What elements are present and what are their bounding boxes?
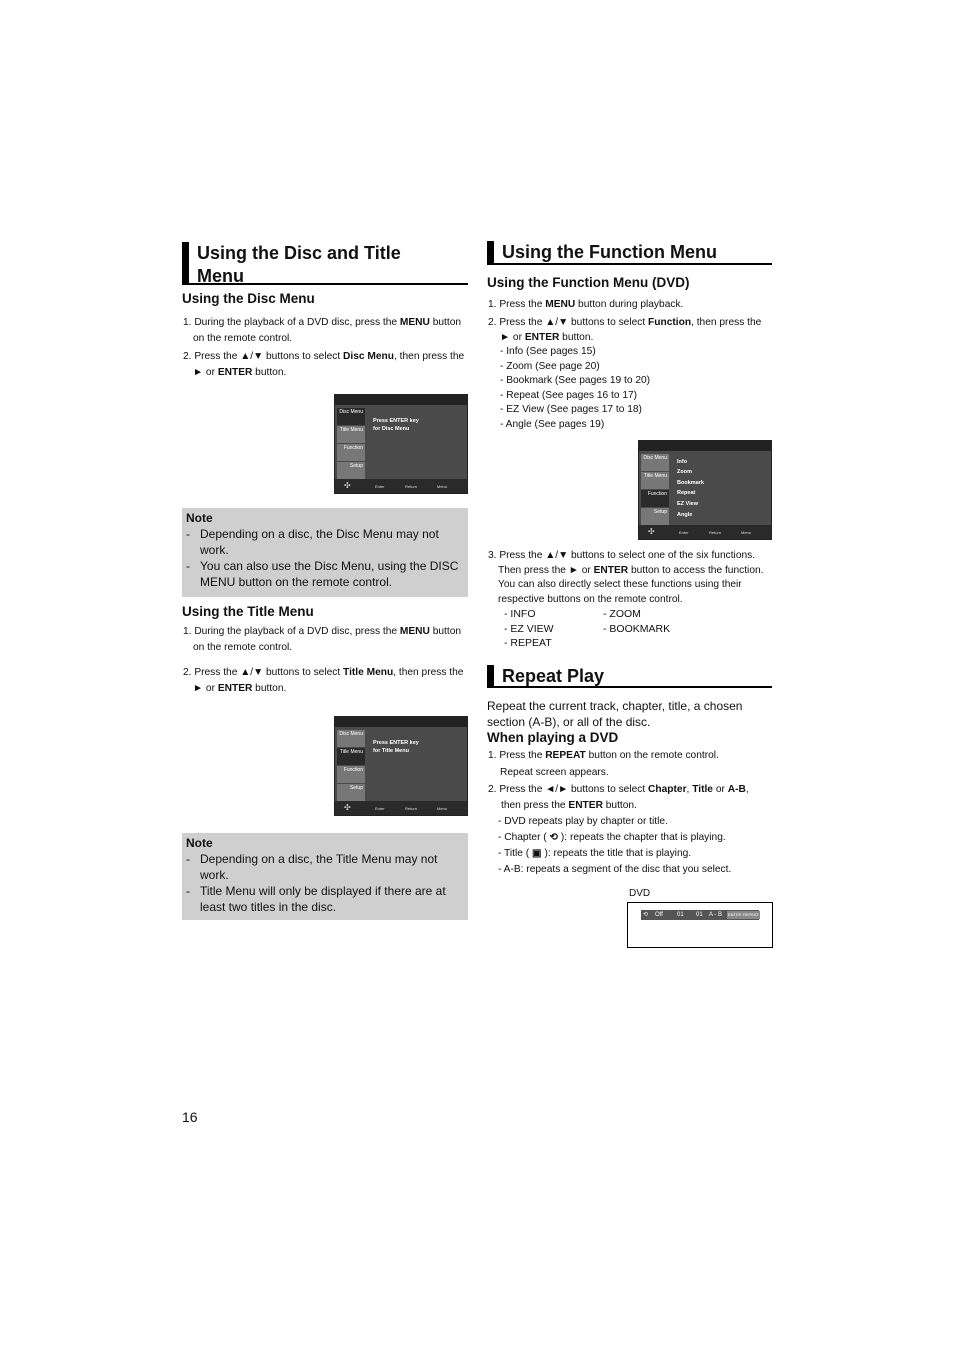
function-step2: 2. Press the ▲/▼ buttons to select Function, then press the ► or ENTER button. - Info (See pages 15) - Zoom (See page 20) - Bookmark (See pages 19 to 20) - Repeat (See pages 16 to 17) - EZ View (See pages 17 to 18) - Angle (See pages 19): [488, 316, 778, 432]
function-list-item: - Bookmark (See pages 19 to 20): [500, 375, 651, 386]
title-menu-screen: [334, 716, 468, 816]
title-repeat-icon: ▣: [531, 848, 542, 859]
repeat-step2: 2. Press the ◄/► buttons to select Chapter, Title or A-B, then press the ENTER button. - DVD repeats play by chapter or title. - Chapter ( ⟲ ): repeats the chapter that is playing. - Title ( ▣ ): repeats the title that is playing. - A-B: repeats a segment of the disc that you select.: [488, 784, 749, 875]
function-list-item: - Zoom (See page 20): [500, 360, 600, 372]
function-icon: Function: [337, 766, 365, 783]
function-menu-heading: Using the Function Menu: [487, 241, 772, 265]
remote-button-item: - EZ VIEW: [504, 622, 554, 635]
screen-top-bar: [639, 441, 771, 451]
repeat-screen: [627, 902, 773, 948]
remote-button-item: - INFO: [504, 608, 536, 620]
note-item: - You can also use the Disc Menu, using the DISC MENU button on the remote control.: [186, 559, 459, 589]
disc-menu-icon: Disc Menu: [337, 730, 365, 747]
heading-line-1: Using the Disc and Title: [197, 243, 401, 263]
function-item-angle: Angle: [677, 512, 693, 518]
nav-icon: ✣: [648, 527, 655, 536]
repeat-play-heading: Repeat Play: [487, 665, 772, 688]
nav-icon: ✣: [344, 803, 351, 812]
heading-line-2: Menu: [197, 266, 244, 286]
menu-label: Menu: [437, 484, 448, 489]
setup-icon: Setup: [641, 508, 669, 525]
repeat-step1: 1. Press the REPEAT button on the remote control. Repeat screen appears.: [488, 750, 719, 778]
function-icon: Function: [641, 490, 669, 507]
function-item-ezview: EZ View: [677, 501, 698, 507]
ab-label: A - B: [709, 912, 723, 918]
title-menu-step2: 2. Press the ▲/▼ buttons to select Title Menu, then press the ► or ENTER button.: [183, 667, 464, 694]
note-title: Note: [186, 836, 213, 850]
page-number: 16: [182, 1109, 198, 1125]
return-label: Return: [709, 530, 722, 535]
menu-label: Menu: [741, 530, 752, 535]
function-item-repeat: Repeat: [677, 490, 696, 496]
nav-icon: ✣: [344, 481, 351, 490]
note-item: - Depending on a disc, the Disc Menu may not work.: [186, 527, 439, 557]
repeat-chip: REPEAT: [743, 912, 759, 917]
note-title-menu: [182, 833, 468, 920]
note-item: - Title Menu will only be displayed if there are at least two titles in the disc.: [186, 884, 446, 914]
remote-buttons-col2: [603, 607, 670, 636]
enter-label: Enter: [375, 806, 385, 811]
title-menu-step1: 1. During the playback of a DVD disc, press the MENU button on the remote control.: [183, 626, 462, 653]
function-step1: 1. Press the MENU button during playback.: [488, 299, 684, 310]
function-item-bookmark: Bookmark: [677, 480, 704, 486]
title-menu-icon: Title Menu: [337, 426, 365, 443]
screen-message-2: for Disc Menu: [373, 426, 410, 432]
return-label: Return: [405, 484, 418, 489]
function-list-item: - Info (See pages 15): [500, 346, 596, 357]
screen-message-1: Press ENTER key: [373, 418, 419, 424]
screen-top-bar: [335, 717, 467, 727]
screen-message-1: Press ENTER key: [373, 740, 419, 746]
disc-menu-step1: 1. During the playback of a DVD disc, press the MENU button on the remote control.: [183, 317, 462, 344]
repeat-icon: ⟲: [643, 912, 649, 918]
screen-bottom-bar: [335, 801, 467, 815]
disc-title-menu-heading: [182, 242, 468, 285]
chapter-value: 01: [677, 912, 684, 918]
repeat-intro: Repeat the current track, chapter, title, a chosen section (A-B), or all of the disc.: [487, 699, 743, 729]
setup-icon: Setup: [337, 784, 365, 801]
remote-button-item: - BOOKMARK: [603, 622, 671, 635]
function-menu-dvd-subheading: Using the Function Menu (DVD): [487, 275, 690, 290]
remote-button-item: - REPEAT: [504, 637, 552, 649]
function-menu-screen: [638, 440, 772, 540]
title-menu-subheading: Using the Title Menu: [182, 604, 314, 619]
chapter-repeat-icon: ⟲: [549, 832, 559, 843]
disc-menu-icon: Disc Menu: [337, 408, 365, 425]
note-title: Note: [186, 511, 213, 525]
disc-menu-screen: [334, 394, 468, 494]
dvd-label: DVD: [629, 888, 651, 899]
function-icon: Function: [337, 444, 365, 461]
function-item-zoom: Zoom: [677, 469, 692, 475]
setup-icon: Setup: [337, 462, 365, 479]
enter-chip: ENTER: [728, 912, 742, 917]
function-list-item: - Repeat (See pages 16 to 17): [500, 389, 638, 401]
title-value: 01: [696, 912, 703, 918]
disc-menu-step2: 2. Press the ▲/▼ buttons to select Disc Menu, then press the ► or ENTER button.: [183, 351, 465, 378]
screen-bottom-bar: [639, 525, 771, 539]
note-item: - Depending on a disc, the Title Menu may not work.: [186, 852, 438, 882]
screen-top-bar: [335, 395, 467, 405]
screen-bottom-bar: [335, 479, 467, 493]
disc-menu-subheading: Using the Disc Menu: [182, 291, 315, 306]
repeat-off-label: Off: [655, 912, 663, 918]
return-label: Return: [405, 806, 418, 811]
function-list-item: - EZ View (See pages 17 to 18): [500, 404, 642, 415]
remote-buttons-col1: [504, 607, 554, 651]
title-menu-icon: Title Menu: [337, 748, 365, 765]
enter-label: Enter: [679, 530, 689, 535]
enter-label: Enter: [375, 484, 385, 489]
function-step3: 3. Press the ▲/▼ buttons to select one of the six functions. Then press the ► or ENTER button to access the function. You can also directly select these functions using their respective buttons on the remote control.: [488, 550, 764, 605]
title-menu-icon: Title Menu: [641, 472, 669, 489]
menu-label: Menu: [437, 806, 448, 811]
note-disc-menu: [182, 508, 468, 597]
disc-menu-icon: Disc Menu: [641, 454, 669, 471]
function-item-info: Info: [677, 459, 688, 465]
remote-button-item: - ZOOM: [603, 608, 641, 620]
repeat-osd-bar: [641, 910, 759, 920]
screen-message-2: for Title Menu: [373, 748, 409, 754]
when-playing-dvd-subheading: When playing a DVD: [487, 730, 619, 745]
function-list-item: - Angle (See pages 19): [500, 418, 605, 430]
